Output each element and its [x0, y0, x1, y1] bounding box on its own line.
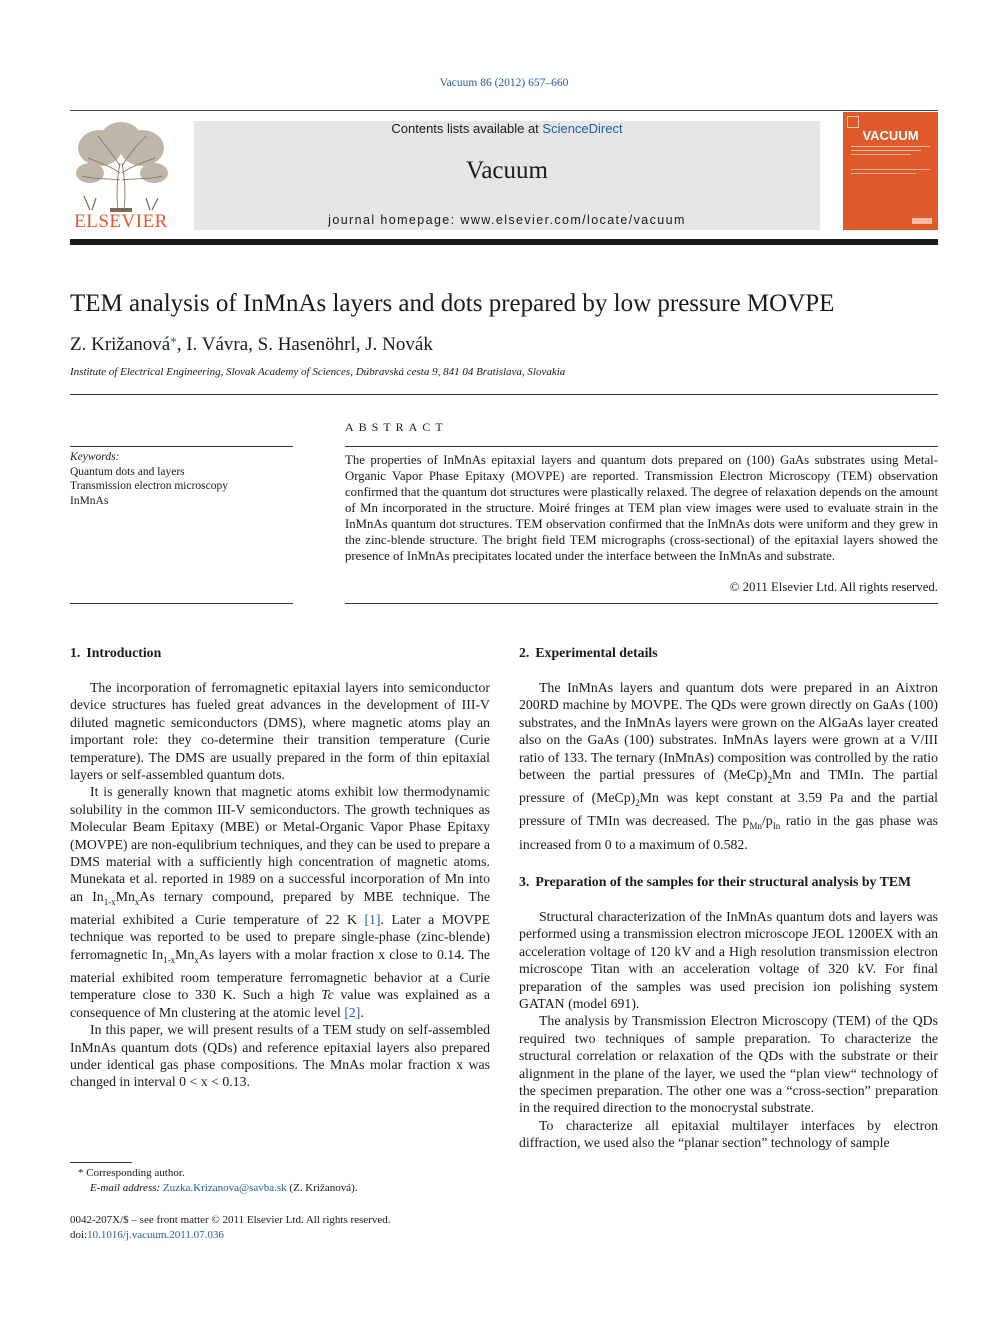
header-divider — [70, 110, 938, 111]
contents-availability — [194, 121, 820, 136]
keywords-bottom-rule — [70, 603, 293, 604]
footnote — [70, 1166, 490, 1195]
intro-paragraph-3: In this paper, we will present results of a TEM study on self-assembled InMnAs quantum dots (QDs) and reference epitaxial layers also prepared under identical gas phase compositions. The MnAs molar fraction x was changed in interval 0 < x < 0.13. — [70, 1022, 490, 1090]
issn-line: 0042-207X/$ – see front matter © 2011 Elsevier Ltd. All rights reserved. — [70, 1214, 391, 1226]
text-run: value was explained as a consequence of Mn clustering at the atomic level — [70, 987, 490, 1020]
keyword-item: InMnAs — [70, 494, 109, 507]
corresponding-author-note — [70, 1166, 490, 1181]
journal-homepage — [194, 213, 820, 227]
section-number: 1. — [70, 645, 81, 660]
journal-cover[interactable] — [843, 112, 938, 230]
section-number: 2. — [519, 645, 530, 660]
preparation-paragraph-3: To characterize all epitaxial multilayer interfaces by electron diffraction, we used also the “planar section” technology of sample — [519, 1117, 938, 1151]
preparation-paragraph-1: Structural characterization of the InMnAs quantum dots and layers was performed using a transmission electron microscope JEOL 1200EX with an acceleration voltage of 120 kV and a High resolution transmission electron microscope Titan with an acceleration voltage of 320 kV. For final preparation of the samples was used precision ion polishing system GATAN (model 691). — [519, 908, 938, 1011]
homepage-url[interactable]: www.elsevier.com/locate/vacuum — [460, 213, 686, 227]
other-authors: , I. Vávra, S. Hasenöhrl, J. Novák — [176, 334, 433, 355]
elsevier-wordmark: ELSEVIER — [74, 211, 168, 232]
subscript: x — [134, 896, 140, 907]
section-heading-preparation — [519, 873, 938, 891]
abstract-bottom-rule — [345, 603, 938, 604]
journal-reference[interactable]: Vacuum 86 (2012) 657–660 — [439, 77, 569, 89]
keywords-label: Keywords: — [70, 451, 120, 463]
subscript: 2 — [767, 774, 772, 785]
text-run: Mn was kept constant at 3.59 Pa and the partial pressure of TMIn was decreased. The p — [519, 790, 939, 829]
abstract-text: The properties of InMnAs epitaxial layers and quantum dots prepared on (100) GaAs substrates using Metal-Organic Vapor Phase Epitaxy (MOVPE) are reported. Transmission Electron Microscopy (TEM) observation confirmed that the quantum dot structures were plastically relaxed. The degree of relaxation depends on the amount of Mn incorporated in the structure. Moiré fringes at TEM plan view images were used to evaluate strain in the InMnAs quantum dot structures. TEM observation confirmed that the InMnAs dots were uniform and they grew in the zinc-blende structure. The bright field TEM micrographs (cross-sectional) of the epitaxial layers showed the presence of InMnAs precipitates located under the interface between the InMnAs and substrate. — [345, 453, 938, 563]
subscript: In — [772, 821, 781, 832]
email-link[interactable]: Zuzka.Krizanova@savba.sk — [162, 1181, 287, 1194]
right-column — [519, 644, 938, 1152]
section-title: Introduction — [86, 645, 162, 660]
abstract-top-rule — [345, 446, 938, 447]
keywords-top-rule — [70, 446, 293, 447]
reference-link-2[interactable]: [2] — [344, 1004, 361, 1020]
email-note — [70, 1181, 490, 1196]
article-title: TEM analysis of InMnAs layers and dots prepared by low pressure MOVPE — [70, 290, 835, 317]
keywords-box — [70, 450, 293, 508]
section-title: Experimental details — [535, 645, 658, 660]
corresponding-author-mark[interactable]: * — [170, 334, 177, 349]
preparation-paragraph-2: The analysis by Transmission Electron Microscopy (TEM) of the QDs required two techniques of sample preparation. To characterize the structural correlation or relaxation of the QDs with the substrate or their alignment in the plane of the layer, we used the “plan view“ technology of the specimen preparation. The other one was a “cross-section” preparation in the required direction to the monocrystal substrate. — [519, 1013, 938, 1116]
page-footer — [70, 1213, 490, 1242]
doi-link[interactable]: 10.1016/j.vacuum.2011.07.036 — [87, 1228, 224, 1241]
sciencedirect-link[interactable]: ScienceDirect — [542, 121, 623, 136]
contents-prefix: Contents lists available at — [391, 121, 543, 136]
footnote-mark: * — [78, 1167, 84, 1179]
footnote-rule — [70, 1162, 132, 1163]
elsevier-logo — [70, 118, 172, 232]
doi-prefix: doi: — [70, 1228, 88, 1241]
keyword-item: Quantum dots and layers — [70, 465, 185, 478]
email-owner: (Z. Križanová). — [289, 1181, 358, 1194]
footnote-label: Corresponding author. — [86, 1167, 185, 1179]
experimental-paragraph — [519, 679, 938, 853]
reference-link-1[interactable]: [1] — [364, 912, 381, 928]
text-run: /p — [761, 813, 773, 829]
first-author[interactable]: Z. Križanová — [70, 334, 171, 355]
doi-line — [70, 1228, 490, 1243]
email-label: E-mail address: — [90, 1181, 161, 1194]
abstract-copyright: © 2011 Elsevier Ltd. All rights reserved. — [729, 580, 938, 594]
subscript: Mn — [749, 821, 762, 832]
cover-publisher-mark — [912, 218, 932, 224]
homepage-prefix: journal homepage: — [328, 213, 461, 227]
affiliation-divider — [70, 394, 938, 395]
cover-text-lines — [851, 146, 930, 174]
left-column — [70, 644, 490, 1091]
section-heading-experimental — [519, 644, 938, 662]
intro-paragraph-1: The incorporation of ferromagnetic epitaxial layers into semiconductor device structures has fueled great advances in the development of III-V diluted magnetic semiconductors (DMS), where magnetic atoms play an important role: they co-determine their transition temperature (Curie temperature). The DMS are usually prepared in the form of thin epitaxial layers or self-assembled quantum dots. — [70, 680, 490, 783]
subscript: 1-x — [163, 954, 176, 965]
text-run: Mn and TMIn. The partial pressure of (MeCp) — [519, 767, 938, 806]
intro-paragraph-2 — [70, 783, 490, 1021]
text-run: Mn — [175, 946, 195, 962]
subscript: 2 — [635, 797, 640, 808]
text-run: As layers with a molar fraction x close to 0.14. The material exhibited room temperature ferromagnetic behavior at a Curie temperature close to 330 K. Such a high — [70, 946, 490, 1003]
text-run: ratio in the gas phase was increased from 0 to a maximum of 0.582. — [519, 813, 938, 852]
keyword-item: Transmission electron microscopy — [70, 480, 229, 492]
journal-name: Vacuum — [466, 157, 548, 184]
text-run: Tc — [321, 987, 334, 1003]
cover-title: VACUUM — [862, 128, 919, 143]
text-run: Mn — [115, 888, 135, 904]
author-list — [70, 334, 433, 356]
text-run: The InMnAs layers and quantum dots were prepared in an Aixtron 200RD machine by MOVPE. The QDs were grown directly on GaAs (100) substrates, and the InMnAs layers were grown on the AlGaAs layer created also on the GaAs (100) substrates. InMnAs layers were grown at a V/III ratio of 133. The ternary (InMnAs) composition was controlled by the ratio between the partial pressures of (MeCp) — [519, 680, 938, 783]
subscript: x — [194, 954, 199, 965]
section-title: Preparation of the samples for their structural analysis by TEM — [535, 873, 912, 889]
section-heading-introduction — [70, 644, 490, 662]
section-number: 3. — [519, 873, 530, 889]
abstract-heading: ABSTRACT — [345, 420, 448, 434]
text-run: It is generally known that magnetic atoms exhibit low thermodynamic solubility in the common III-V semiconductors. The growth techniques as Molecular Beam Epitaxy (MBE) or Metal-Organic Vapor Phase Epitaxy (MOVPE) are non-equlibrium techniques, and they can be used to prepare a DMS material with a sufficiently high concentration of magnetic atoms. Munekata et al. reported in 1989 on a successful incorporation of Mn into an In — [70, 784, 490, 904]
affiliation: Institute of Electrical Engineering, Slovak Academy of Sciences, Dúbravská cesta 9, 841 04 Bratislava, Slovakia — [70, 366, 566, 378]
subscript: 1-x — [103, 896, 116, 907]
text-run: . — [360, 1004, 364, 1020]
text-run: . Later a MOVPE technique was reported to be used to prepare single-phase (zinc-blende) ferromagnetic In — [70, 912, 490, 962]
text-run: As ternary compound, prepared by MBE technique. The material exhibited a Curie temperature of 22 K — [70, 888, 490, 928]
cover-logo-icon — [847, 116, 859, 128]
header-thick-rule — [70, 239, 938, 245]
